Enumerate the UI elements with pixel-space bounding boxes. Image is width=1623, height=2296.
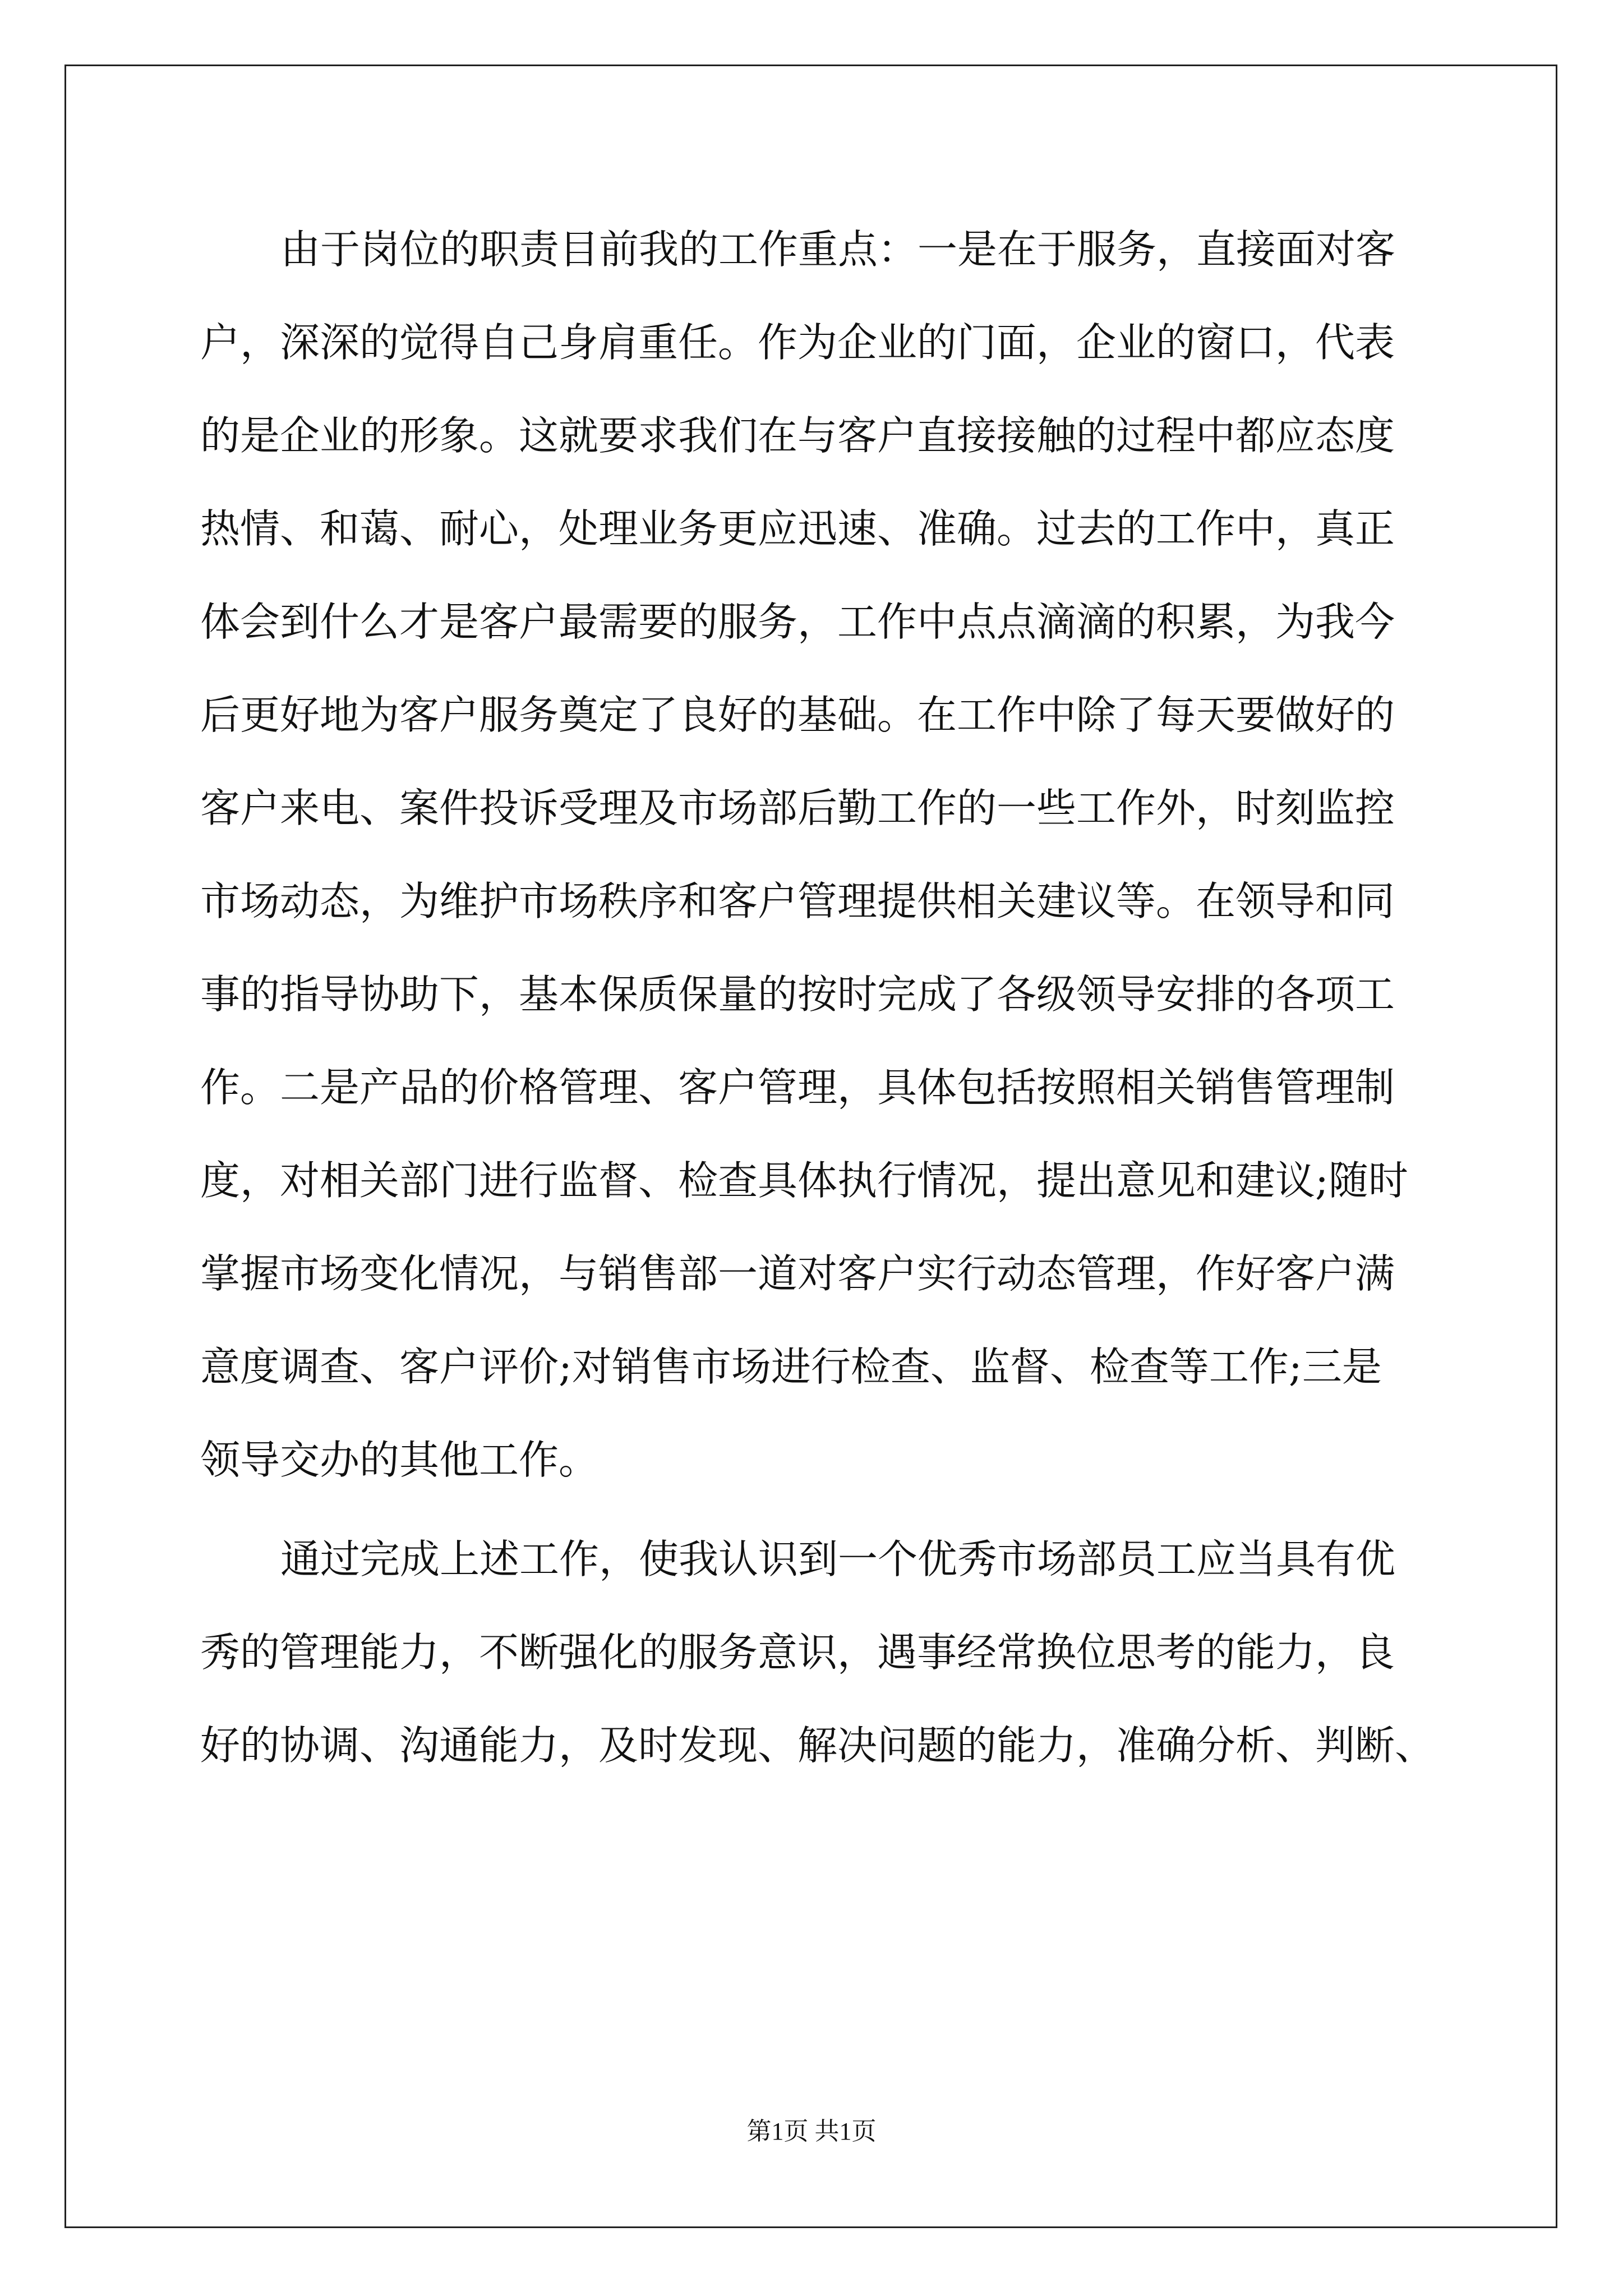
paragraph-1-line-11: 度，对相关部门进行监督、检查具体执行情况，提出意见和建议;随时 bbox=[200, 1157, 1408, 1204]
paragraph-1-line-9: 事的指导协助下，基本保质保量的按时完成了各级领导安排的各项工 bbox=[200, 971, 1395, 1018]
page-border bbox=[64, 65, 1557, 2228]
paragraph-1-line-6: 后更好地为客户服务奠定了良好的基础。在工作中除了每天要做好的 bbox=[200, 692, 1395, 738]
paragraph-1-line-5: 体会到什么才是客户最需要的服务，工作中点点滴滴的积累，为我今 bbox=[200, 599, 1395, 645]
paragraph-1-line-7: 客户来电、案件投诉受理及市场部后勤工作的一些工作外，时刻监控 bbox=[200, 785, 1395, 831]
paragraph-1-line-14: 领导交办的其他工作。 bbox=[200, 1437, 599, 1483]
paragraph-2-line-2: 秀的管理能力，不断强化的服务意识，遇事经常换位思考的能力，良 bbox=[200, 1629, 1395, 1676]
paragraph-1-line-12: 掌握市场变化情况，与销售部一道对客户实行动态管理，作好客户满 bbox=[200, 1250, 1395, 1297]
paragraph-1-line-4: 热情、和蔼、耐心，处理业务更应迅速、准确。过去的工作中，真正 bbox=[200, 505, 1395, 552]
paragraph-1-line-2: 户，深深的觉得自己身肩重任。作为企业的门面，企业的窗口，代表 bbox=[200, 319, 1395, 366]
paragraph-2-line-1: 通过完成上述工作，使我认识到一个优秀市场部员工应当具有优 bbox=[280, 1536, 1396, 1582]
paragraph-1-line-1: 由于岗位的职责目前我的工作重点：一是在于服务，直接面对客 bbox=[280, 226, 1396, 273]
paragraph-1-line-3: 的是企业的形象。这就要求我们在与客户直接接触的过程中都应态度 bbox=[200, 412, 1395, 459]
page-footer: 第1页 共1页 bbox=[746, 2118, 877, 2145]
paragraph-1-line-13: 意度调查、客户评价;对销售市场进行检查、监督、检查等工作;三是 bbox=[200, 1343, 1382, 1390]
paragraph-1-line-8: 市场动态，为维护市场秩序和客户管理提供相关建议等。在领导和同 bbox=[200, 878, 1395, 924]
paragraph-2-line-3: 好的协调、沟通能力，及时发现、解决问题的能力，准确分析、判断、 bbox=[200, 1722, 1435, 1769]
paragraph-1-line-10: 作。二是产品的价格管理、客户管理，具体包括按照相关销售管理制 bbox=[200, 1064, 1395, 1111]
